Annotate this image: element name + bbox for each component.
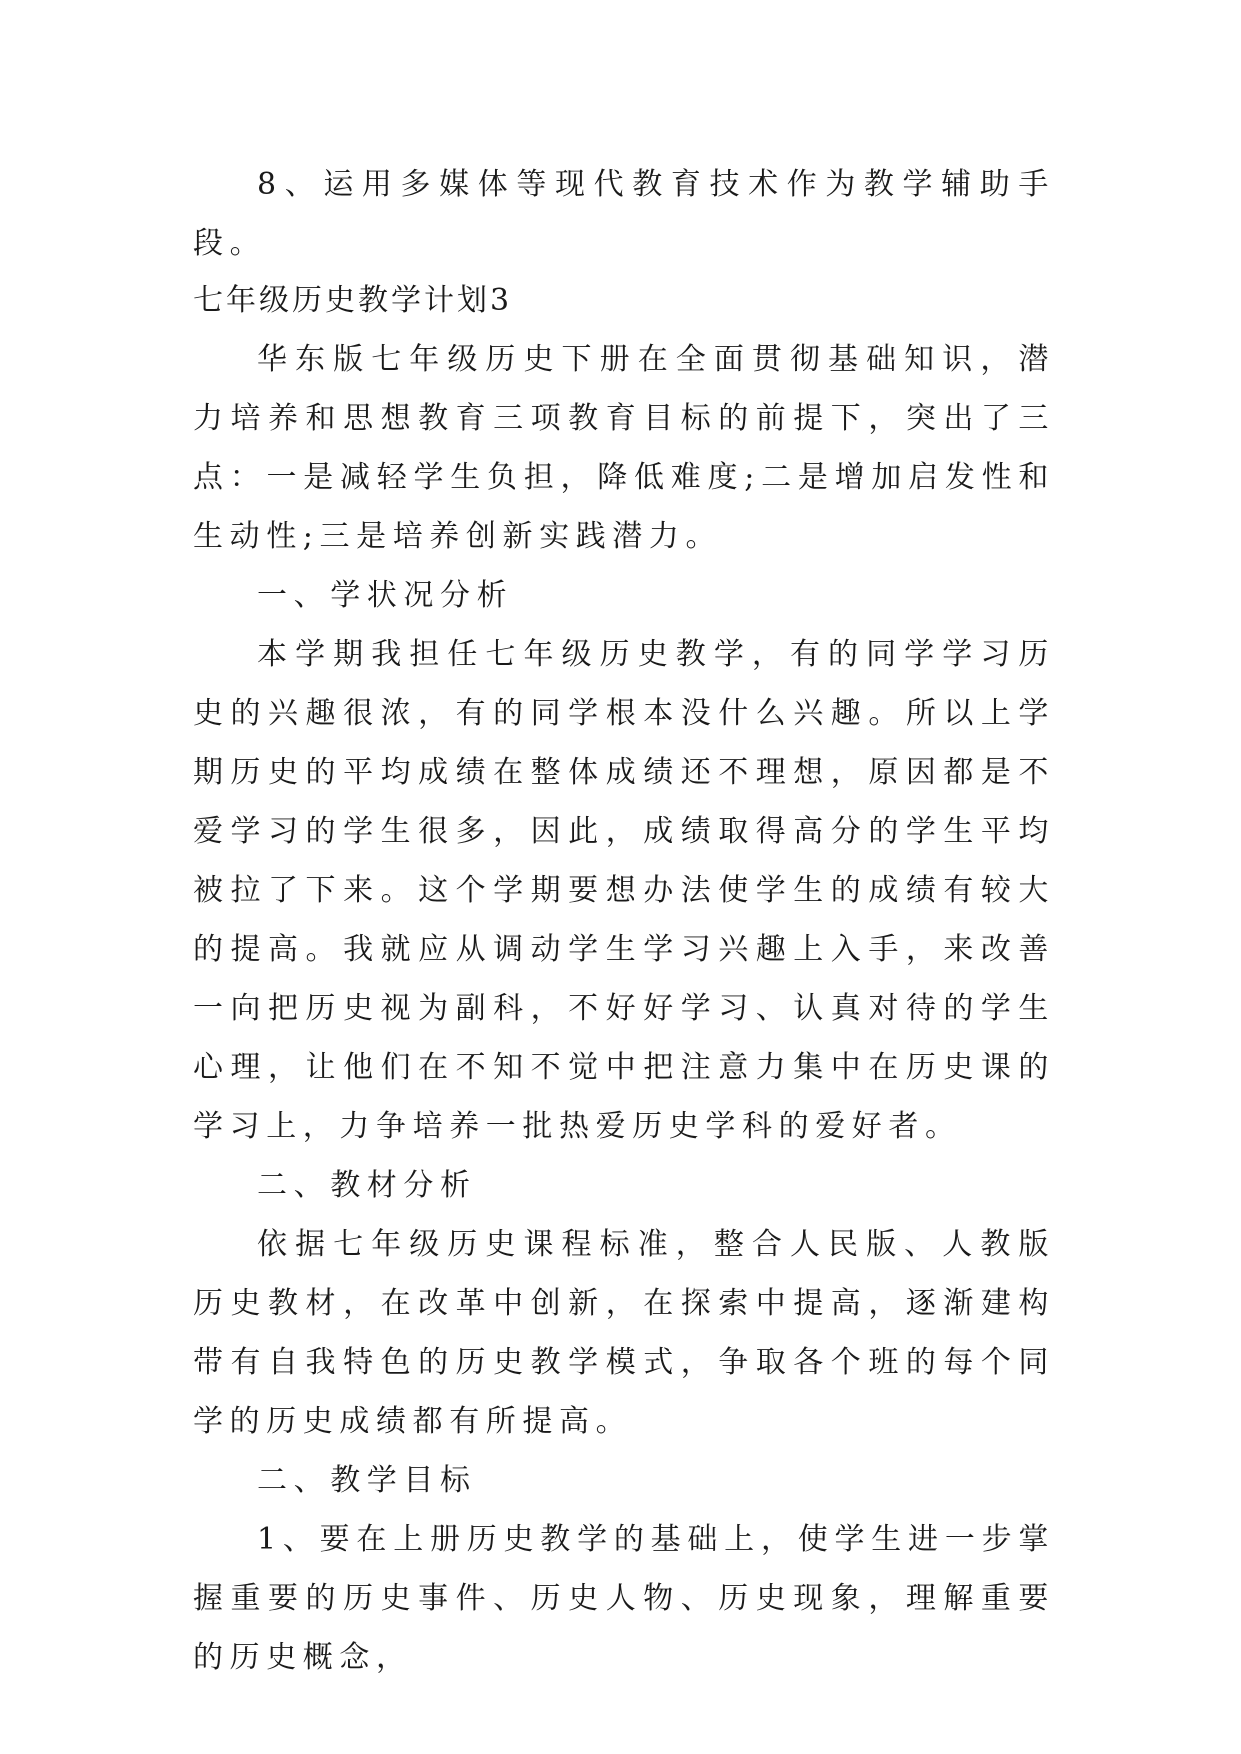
subheading-student-analysis: 一、学状况分析 <box>257 578 514 613</box>
student-analysis-paragraph: 本学期我担任七年级历史教学，有的同学学习历史的兴趣很浓，有的同学根本没什么兴趣。所以上学期历史的平均成绩在整体成绩还不理想，原因都是不爱学习的学生很多，因此，成绩取得高分的学生平均被拉了下来。这个学期要想办法使学生的成绩有较大的提高。我就应从调动学生学习兴趣上入手，来改善一向把历史视为副科，不好好学习、认真对待的学生心理，让他们在不知不觉中把注意力集中在历史课的学习上，力争培养一批热爱历史学科的爱好者。 <box>193 637 1055 1144</box>
subheading-teaching-goals: 二、教学目标 <box>257 1463 477 1498</box>
intro-paragraph: 华东版七年级历史下册在全面贯彻基础知识，潜力培养和思想教育三项教育目标的前提下，突出了三点：一是减轻学生负担，降低难度;二是增加启发性和生动性;三是培养创新实践潜力。 <box>193 342 1055 554</box>
main-text-block <box>193 271 1055 1687</box>
teaching-goal-1-paragraph: 1、要在上册历史教学的基础上，使学生进一步掌握重要的历史事件、历史人物、历史现象，理解重要的历史概念， <box>193 1522 1055 1675</box>
textbook-analysis-paragraph: 依据七年级历史课程标准，整合人民版、人教版历史教材，在改革中创新，在探索中提高，逐渐建构带有自我特色的历史教学模式，争取各个班的每个同学的历史成绩都有所提高。 <box>193 1227 1055 1439</box>
subheading-textbook-analysis: 二、教材分析 <box>257 1168 477 1203</box>
list-item-8: 8、运用多媒体等现代教育技术作为教学辅助手段。 <box>193 167 1055 261</box>
section-title: 七年级历史教学计划3 <box>193 283 513 318</box>
top-item-block <box>193 155 1055 273</box>
